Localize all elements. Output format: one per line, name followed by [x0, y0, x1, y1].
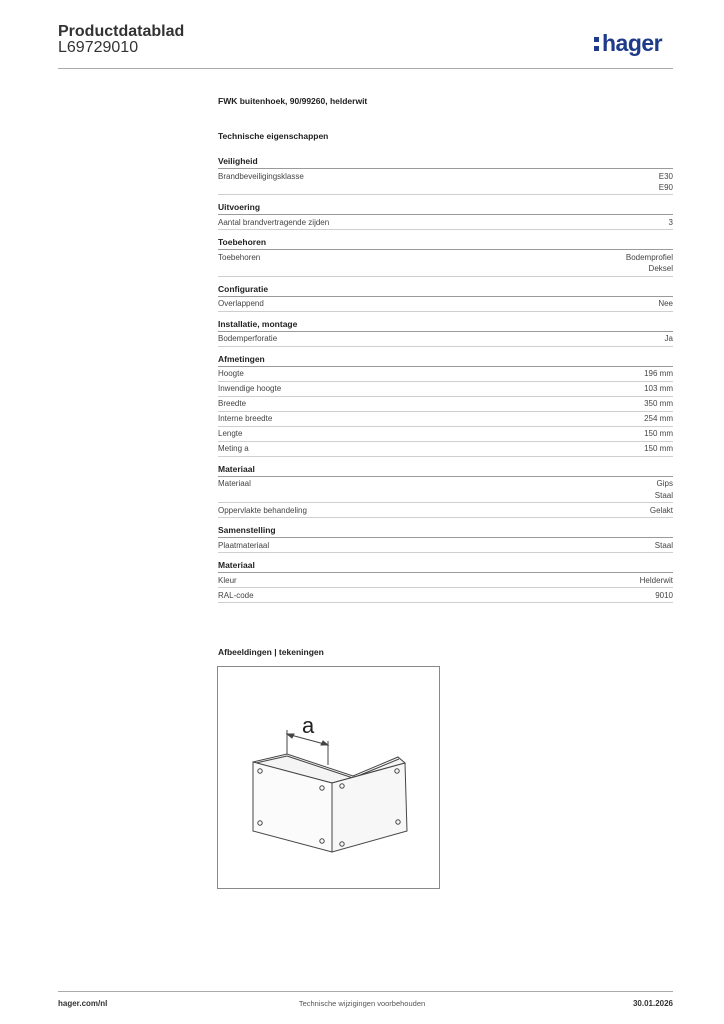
- spec-value: 196 mm: [644, 369, 673, 379]
- footer-date: 30.01.2026: [632, 999, 673, 1008]
- spec-group: [218, 525, 673, 553]
- spec-values: [644, 383, 673, 394]
- spec-label: Materiaal: [218, 479, 251, 489]
- drawings-heading: Afbeeldingen | tekeningen: [218, 647, 324, 657]
- spec-label: Bodemperforatie: [218, 334, 278, 344]
- spec-value: Gelakt: [649, 505, 673, 515]
- spec-row: [218, 477, 673, 503]
- corner-drawing-svg: [218, 667, 441, 890]
- spec-row: [218, 427, 673, 442]
- spec-row: [218, 588, 673, 603]
- spec-values: [655, 540, 673, 551]
- spec-group: [218, 464, 673, 518]
- spec-group: [218, 354, 673, 457]
- footer-website-link[interactable]: hager.com/nl: [58, 999, 108, 1008]
- spec-row: [218, 215, 673, 230]
- spec-row: [218, 382, 673, 397]
- spec-label: Oppervlakte behandeling: [218, 505, 307, 515]
- page-title: Productdatablad: [58, 23, 185, 40]
- spec-label: Kleur: [218, 575, 237, 585]
- spec-row: [218, 442, 673, 457]
- spec-value: Helderwit: [639, 575, 673, 585]
- spec-group-title: Installatie, montage: [218, 319, 673, 332]
- spec-values: [644, 368, 673, 379]
- spec-values: [644, 443, 673, 454]
- spec-row: [218, 297, 673, 312]
- spec-group: [218, 560, 673, 603]
- spec-group-title: Materiaal: [218, 464, 673, 477]
- spec-group: [218, 237, 673, 276]
- spec-value: Staal: [654, 490, 673, 500]
- spec-row: [218, 412, 673, 427]
- spec-value: E30: [658, 171, 673, 181]
- spec-group-title: Materiaal: [218, 560, 673, 573]
- spec-row: [218, 332, 673, 347]
- spec-row: [218, 397, 673, 412]
- spec-label: Interne breedte: [218, 414, 273, 424]
- spec-value: Gips: [656, 479, 673, 489]
- product-code: L69729010: [58, 39, 139, 56]
- spec-row: [218, 169, 673, 195]
- spec-group: [218, 156, 673, 195]
- dimension-arrow-left: [287, 734, 294, 738]
- spec-values: [640, 575, 673, 586]
- spec-value: Deksel: [648, 264, 673, 274]
- spec-row: [218, 538, 673, 553]
- spec-group: [218, 319, 673, 347]
- spec-label: Meting a: [218, 444, 249, 454]
- spec-row: [218, 367, 673, 382]
- spec-group-title: Uitvoering: [218, 202, 673, 215]
- spec-values: [644, 428, 673, 439]
- logo-text: hager: [602, 29, 663, 56]
- spec-value: Bodemprofiel: [625, 253, 673, 262]
- spec-values: [659, 171, 673, 194]
- spec-label: Brandbeveiligingsklasse: [218, 171, 304, 181]
- spec-values: [626, 252, 673, 275]
- spec-group-title: Toebehoren: [218, 237, 673, 250]
- spec-row: [218, 503, 673, 518]
- footer-divider: [58, 991, 673, 992]
- spec-group-title: Samenstelling: [218, 525, 673, 538]
- spec-value: Nee: [658, 299, 673, 309]
- spec-value: 103 mm: [644, 384, 673, 394]
- spec-values: [655, 478, 673, 501]
- header-divider: [58, 68, 673, 69]
- specs-heading: Technische eigenschappen: [218, 131, 329, 141]
- spec-values: [669, 217, 673, 228]
- spec-value: Ja: [664, 334, 673, 344]
- spec-values: [644, 398, 673, 409]
- logo-dots-icon: [594, 35, 600, 52]
- spec-values: [665, 333, 673, 344]
- spec-group-title: Afmetingen: [218, 354, 673, 367]
- spec-value: 150 mm: [644, 444, 673, 454]
- dimension-label: a: [302, 713, 315, 738]
- spec-value: 9010: [655, 590, 673, 600]
- spec-value: 3: [668, 218, 673, 227]
- spec-label: RAL-code: [218, 590, 254, 600]
- spec-label: Overlappend: [218, 299, 264, 309]
- specs-table: [218, 156, 673, 610]
- hager-logo[interactable]: [594, 30, 674, 56]
- footer-notice: Technische wijzigingen voorbehouden: [298, 999, 426, 1008]
- dimension-arrow-right: [321, 741, 328, 745]
- spec-group-title: Configuratie: [218, 284, 673, 297]
- spec-label: Lengte: [218, 429, 243, 439]
- spec-label: Aantal brandvertragende zijden: [218, 218, 330, 227]
- spec-value: E90: [658, 183, 673, 192]
- spec-values: [650, 505, 673, 516]
- spec-group-title: Veiligheid: [218, 156, 673, 169]
- spec-group: [218, 202, 673, 230]
- spec-value: 254 mm: [644, 414, 673, 424]
- spec-row: [218, 573, 673, 588]
- spec-values: [658, 298, 673, 309]
- spec-label: Toebehoren: [218, 253, 261, 262]
- spec-value: 150 mm: [644, 429, 673, 439]
- spec-value: Staal: [654, 540, 673, 550]
- product-name: FWK buitenhoek, 90/99260, helderwit: [218, 96, 368, 106]
- spec-label: Hoogte: [218, 369, 244, 379]
- spec-label: Plaatmateriaal: [218, 540, 270, 550]
- spec-label: Inwendige hoogte: [218, 384, 282, 394]
- product-drawing: [217, 666, 440, 889]
- spec-label: Breedte: [218, 399, 247, 409]
- spec-values: [644, 413, 673, 424]
- spec-value: 350 mm: [644, 399, 673, 409]
- spec-row: [218, 250, 673, 276]
- spec-group: [218, 284, 673, 312]
- spec-values: [655, 590, 673, 601]
